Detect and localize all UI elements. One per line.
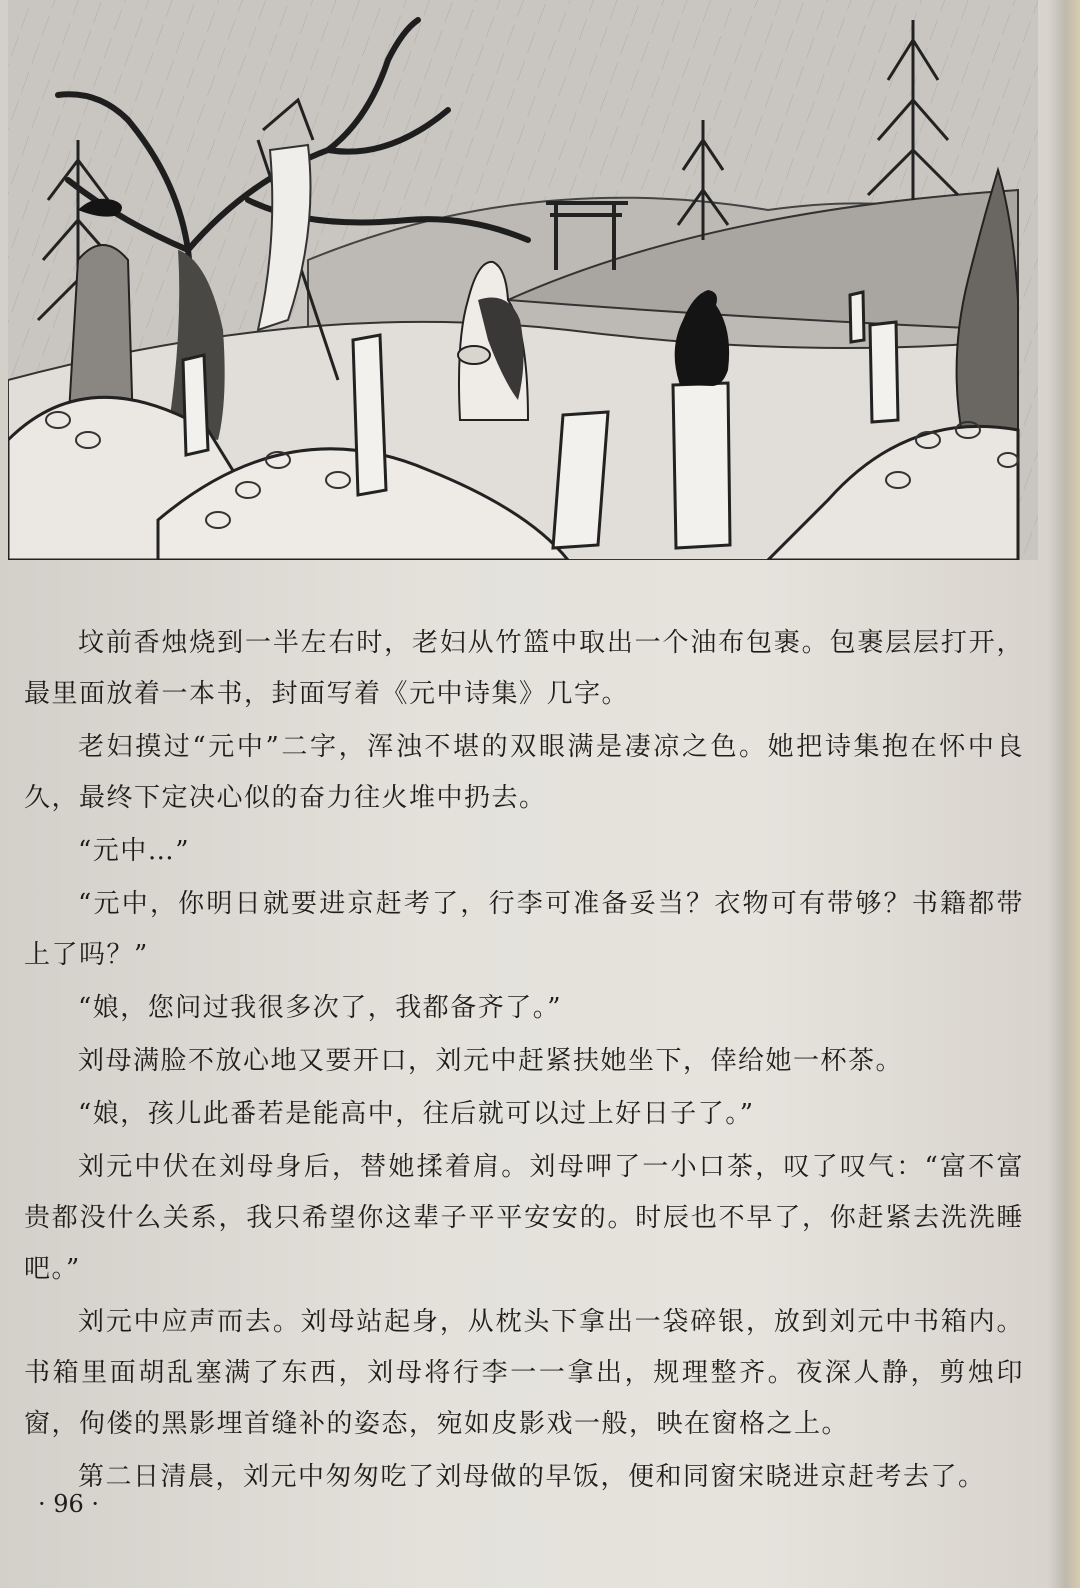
paragraph: “娘，您问过我很多次了，我都备齐了。” <box>78 993 563 1023</box>
graveyard-rain-illustration <box>8 0 1038 560</box>
paragraph: 刘母满脸不放心地又要开口，刘元中赶紧扶她坐下，倖给她一杯茶。 <box>78 1046 904 1076</box>
paragraph: 老妇摸过“元中”二字，浑浊不堪的双眼满是凄凉之色。她把诗集抱在怀中良久，最终下定决心似的奋力往火堆中扔去。 <box>24 732 1024 813</box>
page-fold-shadow <box>1048 0 1080 1588</box>
paragraph: 刘元中伏在刘母身后，替她揉着肩。刘母呷了一小口茶，叹了叹气：“富不富贵都没什么关系，我只希望你这辈子平平安安的。时辰也不早了，你赶紧去洗洗睡吧。” <box>24 1152 1024 1284</box>
paragraph: “元中…” <box>78 836 191 866</box>
paragraph: “元中，你明日就要进京赶考了，行李可准备妥当？衣物可有带够？书籍都带上了吗？” <box>24 889 1024 970</box>
story-text <box>24 618 1024 1505</box>
paragraph: 第二日清晨，刘元中匆匆吃了刘母做的早饭，便和同窗宋晓进京赶考去了。 <box>78 1462 986 1492</box>
paragraph: “娘，孩儿此番若是能高中，往后就可以过上好日子了。” <box>78 1099 755 1129</box>
page-number: · 96 · <box>38 1490 100 1518</box>
paragraph: 刘元中应声而去。刘母站起身，从枕头下拿出一袋碎银，放到刘元中书箱内。书箱里面胡乱塞满了东西，刘母将行李一一拿出，规理整齐。夜深人静，剪烛印窗，佝偻的黑影埋首缝补的姿态，宛如皮影戏一般，映在窗格之上。 <box>24 1307 1024 1439</box>
paragraph: 坟前香烛烧到一半左右时，老妇从竹篮中取出一个油布包裹。包裹层层打开，最里面放着一本书，封面写着《元中诗集》几字。 <box>24 628 1024 709</box>
